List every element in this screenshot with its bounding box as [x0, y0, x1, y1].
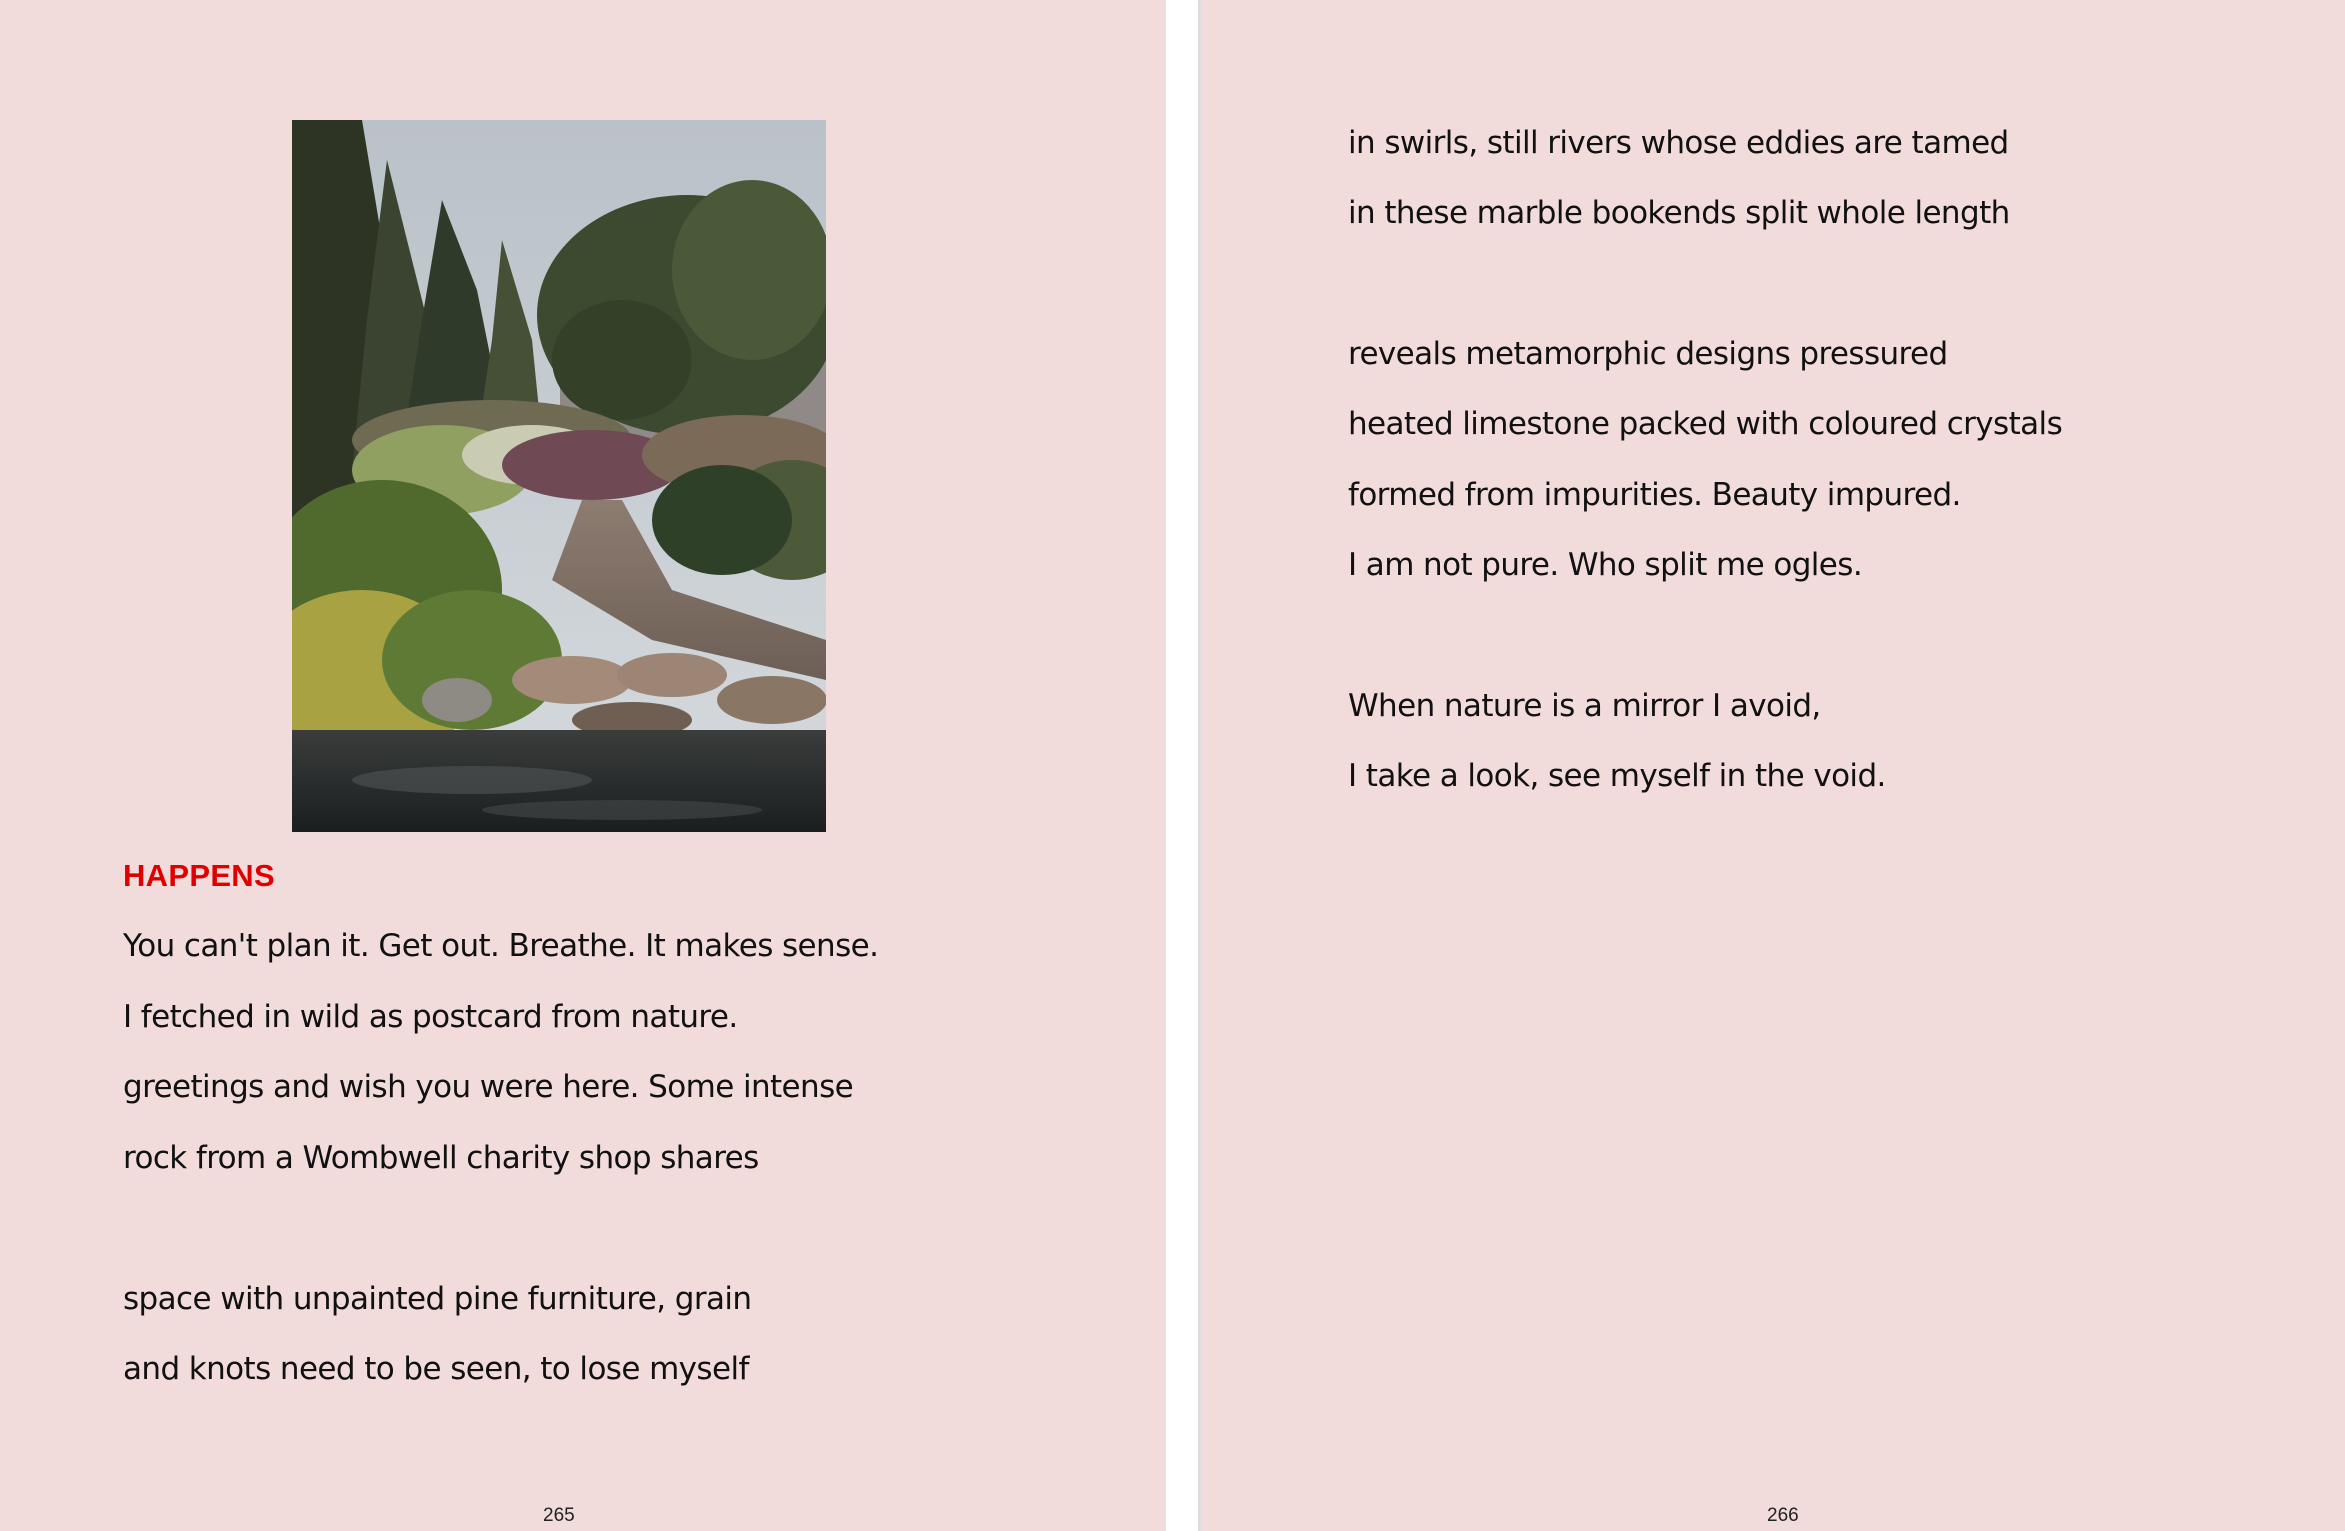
poem-line: in swirls, still rivers whose eddies are tamed	[1348, 125, 2009, 161]
poem-line: I fetched in wild as postcard from nature.	[123, 999, 738, 1035]
poem-line: greetings and wish you were here. Some intense	[123, 1069, 854, 1105]
poem-line: in these marble bookends split whole length	[1348, 195, 2010, 231]
poem-line: and knots need to be seen, to lose myself	[123, 1351, 749, 1387]
page-gutter	[1166, 0, 1202, 1531]
poem-line: formed from impurities. Beauty impured.	[1348, 477, 1961, 513]
poem-line: I take a look, see myself in the void.	[1348, 758, 1886, 794]
poem-line: heated limestone packed with coloured crystals	[1348, 406, 2063, 442]
poem-line: When nature is a mirror I avoid,	[1348, 688, 1821, 724]
garden-photo	[292, 120, 826, 832]
poem-title: HAPPENS	[123, 858, 275, 893]
poem-line: You can't plan it. Get out. Breathe. It makes sense.	[123, 928, 879, 964]
poem-line: rock from a Wombwell charity shop shares	[123, 1140, 759, 1176]
page-number-left: 265	[543, 1505, 575, 1526]
poem-line: reveals metamorphic designs pressured	[1348, 336, 1948, 372]
poem-line: I am not pure. Who split me ogles.	[1348, 547, 1863, 583]
poem-line: space with unpainted pine furniture, grain	[123, 1281, 752, 1317]
page-number-right: 266	[1767, 1505, 1799, 1526]
